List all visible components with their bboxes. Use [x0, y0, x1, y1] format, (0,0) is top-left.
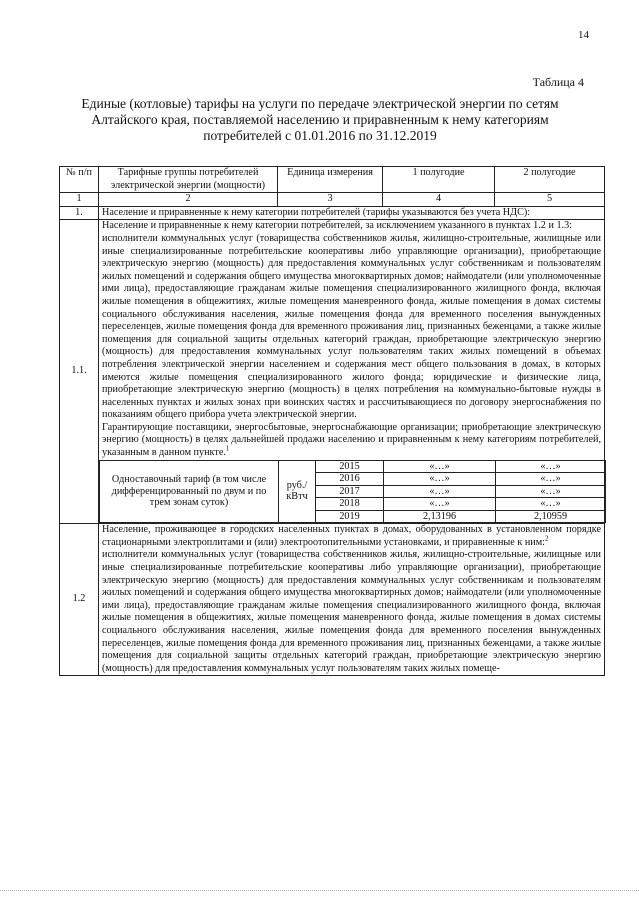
tariff-year: 2015	[316, 460, 384, 473]
footnote-ref: 2	[545, 534, 549, 543]
tariff-year: 2016	[316, 473, 384, 486]
header-half2: 2 полугодие	[495, 167, 605, 193]
col-number: 2	[99, 193, 278, 207]
page-number: 14	[578, 29, 589, 41]
tariff-row	[100, 460, 606, 473]
section-1-row	[60, 206, 605, 220]
row-1-1-suppliers-text: Гарантирующие поставщики, энергосбытовые, энергоснабжающие организации; приобретающие электрическую энергию (мощность) в целях дальнейшей продажи населению и приравненным к нему категориям потребителей, указанным в данном пункте.	[102, 421, 601, 459]
table-label: Таблица 4	[532, 75, 584, 89]
row-1-2-intro-text: Население, проживающее в городских населенных пунктах в домах, оборудованных в установленном порядке стационарными электроплитами и (или) электроотопительными установками, и приравненные к ним:	[102, 524, 601, 548]
col-number: 4	[383, 193, 495, 207]
col-number: 5	[495, 193, 605, 207]
tariff-h2: «…»	[496, 485, 606, 498]
header-row	[60, 167, 605, 193]
tariff-h2: «…»	[496, 473, 606, 486]
row-1-2-description: исполнители коммунальных услуг (товарищества собственников жилья, жилищно-строительные, жилищные или иные специализированные потребительские кооперативы либо управляющие организации), приобретающие электрическую энергию (мощность) для предоставления коммунальных услуг собственникам и пользователям жилых помещений и содержания общего имущества многоквартирных домов; наймодатели (или уполномоченные ими лица), предоставляющие гражданам жилые помещения специализированного жилищного фонда, включая жилые помещения в общежитиях, жилые помещения маневренного фонда, жилые помещения в домах системы социального обслуживания населения, жилые помещения фонда для временного поселения вынужденных переселенцев, жилые помещения фонда для временного проживания лиц, признанных беженцами, а также жилые помещения для социальной защиты отдельных категорий граждан, приобретающие электрическую энергию (мощность) для предоставления коммунальных услуг пользователям таких жилых помеще-	[102, 549, 601, 674]
col-number: 3	[278, 193, 383, 207]
row-1-2-content	[99, 524, 605, 676]
tariff-h1: «…»	[384, 473, 496, 486]
tariff-h1: «…»	[384, 498, 496, 511]
row-1-2-intro	[102, 524, 601, 549]
page-bottom-edge	[0, 890, 639, 891]
tariff-h2: «…»	[496, 460, 606, 473]
tariff-label: Одноставочный тариф (в том числе дифференцированный по двум и по трем зонам суток)	[100, 460, 279, 523]
footnote-ref: 1	[225, 444, 230, 453]
column-number-row	[60, 193, 605, 207]
row-1-1-suppliers	[102, 422, 601, 460]
row-1-1-intro: Население и приравненные к нему категории потребителей, за исключением указанного в пунктах 1.2 и 1.3:	[102, 220, 573, 232]
row-1-1-content	[99, 220, 605, 524]
tariff-values-table	[99, 460, 606, 524]
tariff-table	[59, 166, 605, 676]
row-1-2	[60, 524, 605, 676]
row-1-1-num: 1.1.	[60, 220, 99, 524]
tariff-h2: 2,10959	[496, 510, 606, 523]
section-1-num: 1.	[60, 206, 99, 220]
tariff-h1: «…»	[384, 485, 496, 498]
header-unit: Единица измерения	[278, 167, 383, 193]
document-title: Единые (котловые) тарифы на услуги по передаче электрической энергии по сетям Алтайского края, поставляемой населению и приравненным к нему категориям потребителей с 01.01.2016 по 31.12.2019	[81, 96, 559, 143]
tariff-unit: руб./ кВтч	[279, 460, 316, 523]
col-number: 1	[60, 193, 99, 207]
tariff-year: 2017	[316, 485, 384, 498]
section-1-text: Население и приравненные к нему категории потребителей (тарифы указываются без учета НДС):	[99, 206, 605, 220]
tariff-year: 2018	[316, 498, 384, 511]
tariff-h1: «…»	[384, 460, 496, 473]
tariff-h2: «…»	[496, 498, 606, 511]
row-1-1	[60, 220, 605, 524]
row-1-1-description: исполнители коммунальных услуг (товарищества собственников жилья, жилищно-строительные, жилищные или иные специализированные потребительские кооперативы либо управляющие организации), приобретающие электрическую энергию (мощность) для предоставления коммунальных услуг собственникам и пользователям жилых помещений и содержания общего имущества многоквартирных домов; наймодатели (или уполномоченные ими лица), предоставляющие гражданам жилые помещения специализированного жилищного фонда, включая жилые помещения в общежитиях, жилые помещения маневренного фонда, жилые помещения в домах системы социального обслуживания населения, жилые помещения фонда для временного поселения вынужденных переселенцев, жилые помещения фонда для временного проживания лиц, признанных беженцами, а также жилые помещения для социальной защиты отдельных категорий граждан, приобретающие электрическую энергию (мощность) для предоставления коммунальных услуг пользователям таких жилых помещений в объемах потребления электрической энергии населением и содержания мест общего пользования в домах, в которых имеются жилые помещения специализированного жилого фонда; юридические и физические лица, приобретающие электрическую энергию (мощность) в целях потребления на коммунально-бытовые нужды в населенных пунктах и жилых зонах при воинских частях и рассчитывающиеся по договору энергоснабжения по показаниям общего прибора учета электрической энергии.	[102, 232, 601, 421]
row-1-2-num: 1.2	[60, 524, 99, 676]
header-group: Тарифные группы потребителей электрической энергии (мощности)	[99, 167, 278, 193]
header-num: № п/п	[60, 167, 99, 193]
tariff-h1: 2,13196	[384, 510, 496, 523]
header-half1: 1 полугодие	[383, 167, 495, 193]
tariff-year: 2019	[316, 510, 384, 523]
